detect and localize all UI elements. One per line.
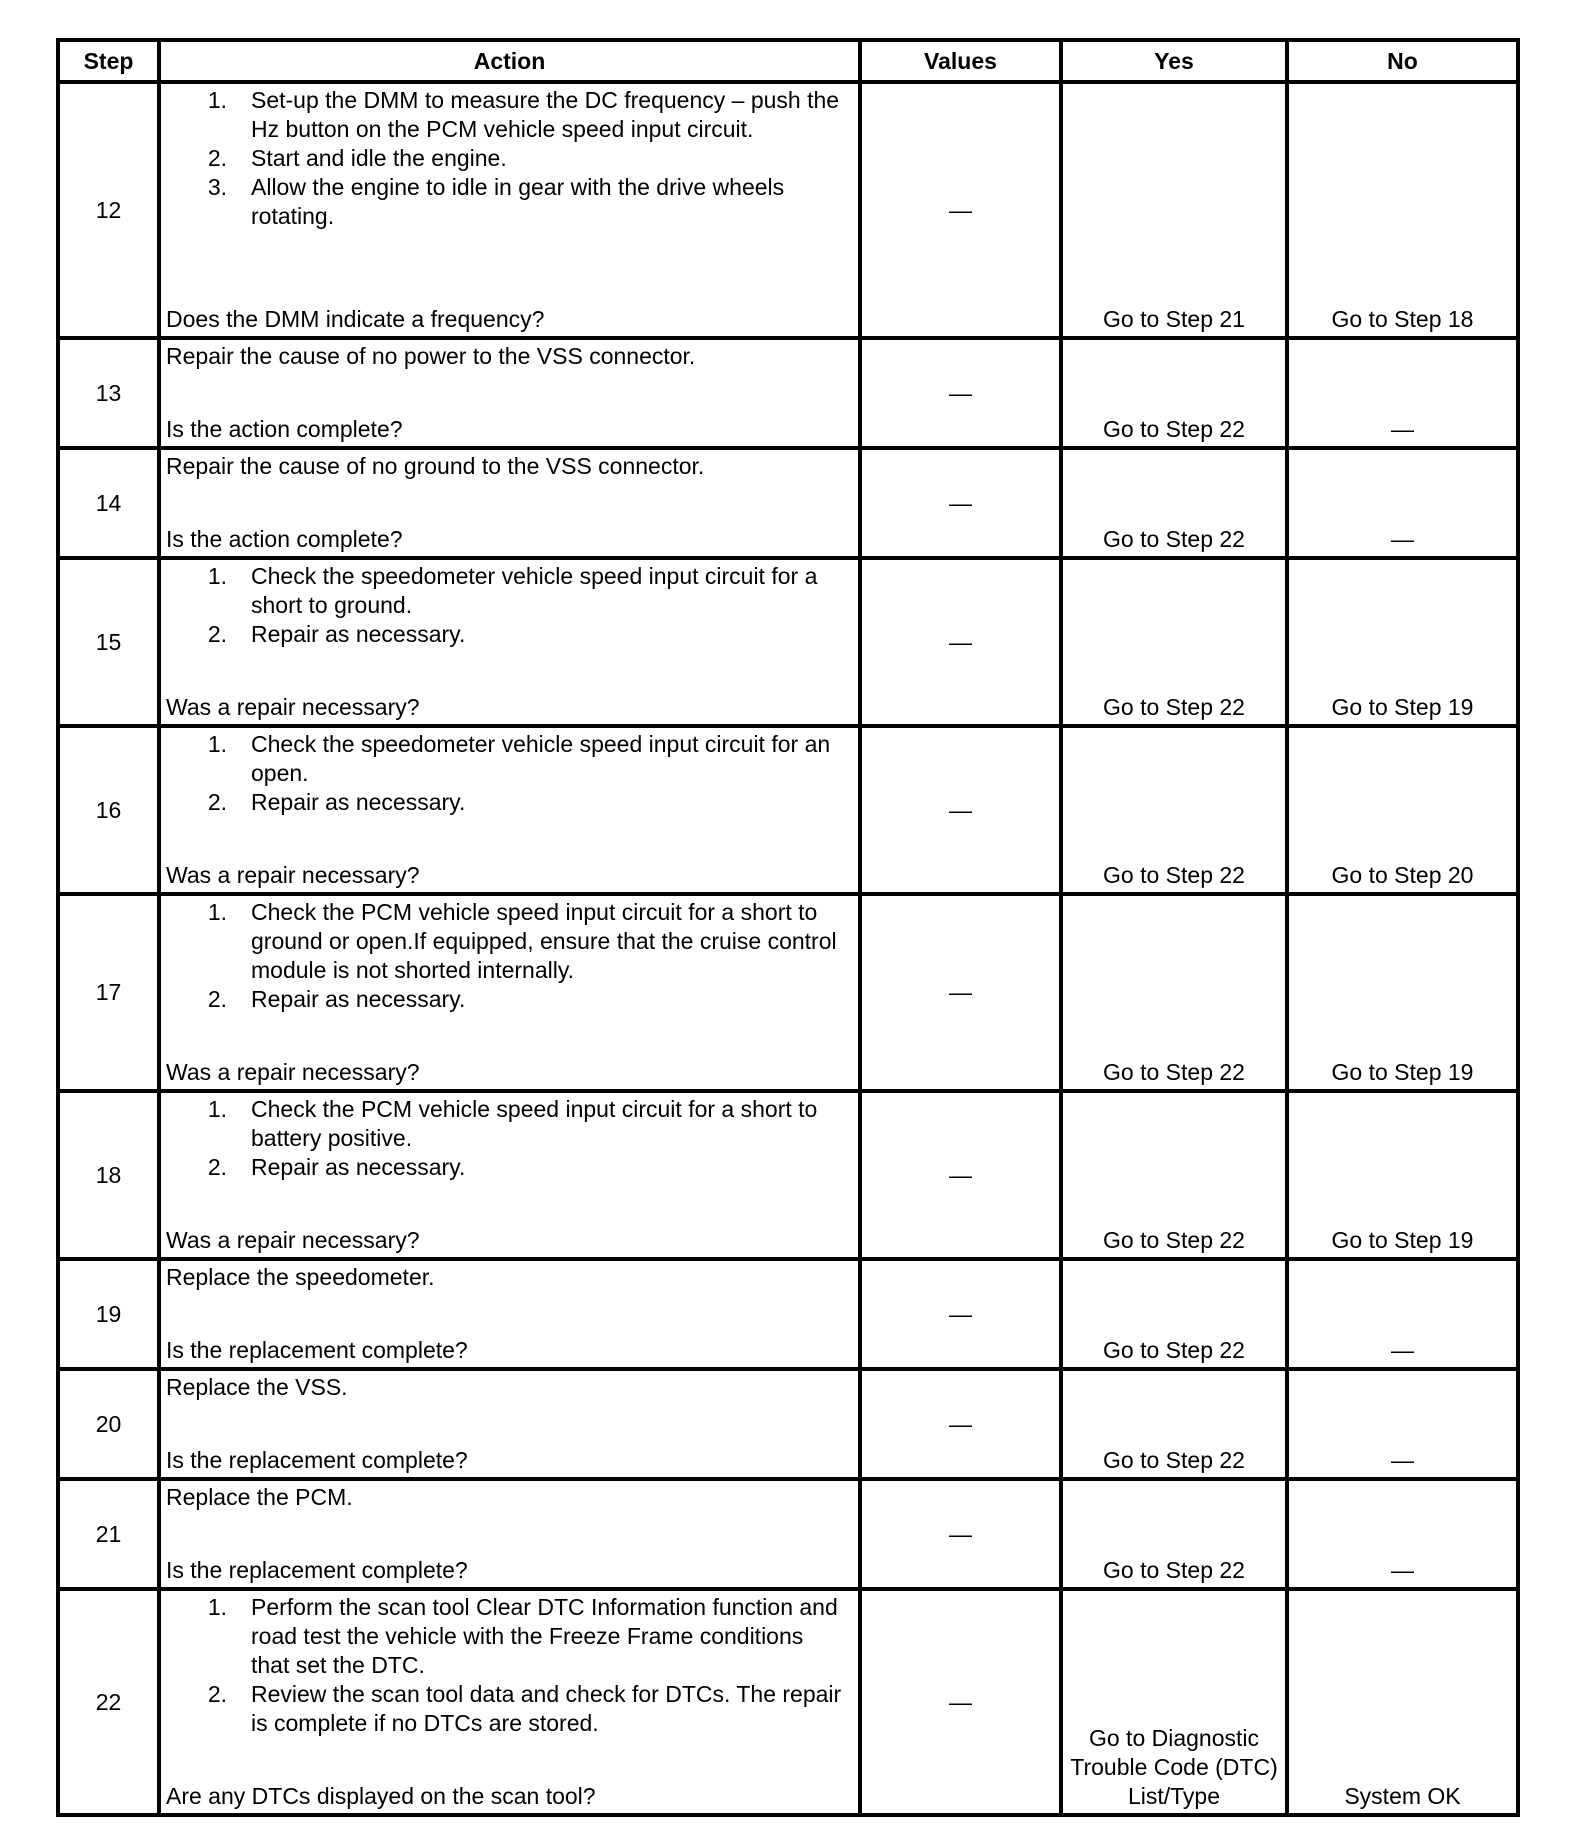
list-item-number: 2. — [207, 1681, 227, 1707]
action-instructions — [166, 730, 854, 817]
numbered-list — [166, 1095, 854, 1182]
table-row — [58, 894, 1518, 1091]
list-item — [166, 788, 854, 817]
step-number: 16 — [58, 726, 159, 894]
list-item-number: 2. — [207, 621, 227, 647]
yes-result: Go to Step 22 — [1103, 416, 1245, 442]
list-item-text: Repair as necessary. — [251, 1154, 466, 1180]
no-cell — [1287, 726, 1518, 894]
action-instructions — [166, 342, 854, 371]
list-item-number: 2. — [207, 1154, 227, 1180]
action-cell — [159, 448, 860, 558]
action-content — [161, 84, 858, 336]
action-cell — [159, 338, 860, 448]
list-item — [166, 173, 854, 231]
numbered-list — [166, 562, 854, 649]
no-cell — [1287, 1479, 1518, 1589]
action-cell — [159, 1369, 860, 1479]
list-item — [166, 144, 854, 173]
step-number: 20 — [58, 1369, 159, 1479]
no-cell — [1287, 82, 1518, 338]
list-item-text: Review the scan tool data and check for DTCs. The repair is complete if no DTCs are stored. — [251, 1681, 842, 1736]
header-yes: Yes — [1061, 40, 1287, 82]
no-result: — — [1391, 526, 1414, 552]
yes-cell — [1061, 1259, 1287, 1369]
no-result: — — [1391, 1447, 1414, 1473]
header-step: Step — [58, 40, 159, 82]
list-item-text: Start and idle the engine. — [251, 145, 507, 171]
header-values: Values — [860, 40, 1061, 82]
list-item — [166, 1153, 854, 1182]
yes-result: Go to Step 22 — [1103, 1227, 1245, 1253]
no-result: — — [1391, 1337, 1414, 1363]
list-item-number: 1. — [207, 1096, 227, 1122]
yes-result: Go to Step 22 — [1103, 862, 1245, 888]
list-item-text: Check the PCM vehicle speed input circuit for a short to battery positive. — [251, 1096, 818, 1151]
action-content — [161, 1481, 858, 1587]
table-row — [58, 338, 1518, 448]
list-item — [166, 1593, 854, 1680]
no-cell — [1287, 1589, 1518, 1815]
list-item — [166, 985, 854, 1014]
action-question: Does the DMM indicate a frequency? — [166, 306, 545, 332]
action-content — [161, 896, 858, 1089]
action-text: Replace the speedometer. — [166, 1264, 435, 1290]
list-item — [166, 898, 854, 985]
value-cell: — — [860, 726, 1061, 894]
yes-result: Go to Step 22 — [1103, 1447, 1245, 1473]
action-question: Was a repair necessary? — [166, 694, 420, 720]
list-item-text: Repair as necessary. — [251, 621, 466, 647]
step-number: 13 — [58, 338, 159, 448]
yes-cell — [1061, 1091, 1287, 1259]
action-content — [161, 1371, 858, 1477]
value-cell: — — [860, 82, 1061, 338]
yes-result: Go to Step 22 — [1103, 1059, 1245, 1085]
table-row — [58, 1369, 1518, 1479]
numbered-list — [166, 730, 854, 817]
list-item-text: Perform the scan tool Clear DTC Information function and road test the vehicle with the Freeze Frame conditions that set the DTC. — [251, 1594, 838, 1678]
action-instructions — [166, 1593, 854, 1738]
value-cell: — — [860, 894, 1061, 1091]
value-cell: — — [860, 1091, 1061, 1259]
action-question: Is the replacement complete? — [166, 1337, 468, 1363]
list-item-text: Allow the engine to idle in gear with the drive wheels rotating. — [251, 174, 785, 229]
action-cell — [159, 1259, 860, 1369]
action-content — [161, 560, 858, 724]
step-number: 21 — [58, 1479, 159, 1589]
value-cell: — — [860, 1479, 1061, 1589]
action-instructions — [166, 1373, 854, 1402]
action-question: Was a repair necessary? — [166, 1059, 420, 1085]
list-item-text: Set-up the DMM to measure the DC frequency – push the Hz button on the PCM vehicle speed input circuit. — [251, 87, 840, 142]
action-cell — [159, 1589, 860, 1815]
action-content — [161, 1591, 858, 1813]
list-item-number: 2. — [207, 789, 227, 815]
action-content — [161, 1261, 858, 1367]
action-text: Repair the cause of no power to the VSS connector. — [166, 343, 696, 369]
action-question: Is the replacement complete? — [166, 1557, 468, 1583]
step-number: 22 — [58, 1589, 159, 1815]
value-cell: — — [860, 448, 1061, 558]
value-cell: — — [860, 1589, 1061, 1815]
yes-cell — [1061, 1479, 1287, 1589]
action-cell — [159, 726, 860, 894]
list-item-number: 3. — [207, 174, 227, 200]
yes-cell — [1061, 1589, 1287, 1815]
no-cell — [1287, 894, 1518, 1091]
yes-cell — [1061, 82, 1287, 338]
table-row — [58, 558, 1518, 726]
no-cell — [1287, 1091, 1518, 1259]
list-item — [166, 1095, 854, 1153]
list-item-text: Repair as necessary. — [251, 986, 466, 1012]
no-result: Go to Step 19 — [1331, 1059, 1474, 1085]
action-question: Is the replacement complete? — [166, 1447, 468, 1473]
list-item-number: 1. — [207, 731, 227, 757]
action-question: Was a repair necessary? — [166, 862, 420, 888]
list-item-text: Check the PCM vehicle speed input circuit for a short to ground or open.If equipped, ensure that the cruise control module is not shorted internally. — [251, 899, 837, 983]
list-item-number: 1. — [207, 899, 227, 925]
step-number: 19 — [58, 1259, 159, 1369]
action-instructions — [166, 86, 854, 231]
numbered-list — [166, 1593, 854, 1738]
numbered-list — [166, 898, 854, 1014]
yes-result: Go to Step 21 — [1103, 306, 1245, 332]
step-number: 15 — [58, 558, 159, 726]
list-item-number: 2. — [207, 986, 227, 1012]
list-item — [166, 562, 854, 620]
action-content — [161, 1093, 858, 1257]
diagnostic-table — [56, 38, 1520, 1817]
action-question: Was a repair necessary? — [166, 1227, 420, 1253]
list-item-text: Check the speedometer vehicle speed input circuit for a short to ground. — [251, 563, 818, 618]
yes-cell — [1061, 448, 1287, 558]
header-no: No — [1287, 40, 1518, 82]
table-row — [58, 1479, 1518, 1589]
action-instructions — [166, 1483, 854, 1512]
yes-cell — [1061, 726, 1287, 894]
list-item-text: Check the speedometer vehicle speed input circuit for an open. — [251, 731, 831, 786]
header-row — [58, 40, 1518, 82]
action-cell — [159, 82, 860, 338]
table-row — [58, 1589, 1518, 1815]
table-row — [58, 726, 1518, 894]
yes-result: Go to Step 22 — [1103, 1337, 1245, 1363]
table-row — [58, 82, 1518, 338]
yes-cell — [1061, 894, 1287, 1091]
yes-cell — [1061, 558, 1287, 726]
no-result: Go to Step 20 — [1331, 862, 1474, 888]
yes-cell — [1061, 338, 1287, 448]
action-text: Repair the cause of no ground to the VSS connector. — [166, 453, 705, 479]
action-content — [161, 450, 858, 556]
no-result: System OK — [1344, 1783, 1461, 1809]
step-number: 14 — [58, 448, 159, 558]
action-instructions — [166, 1095, 854, 1182]
no-result: — — [1391, 1557, 1414, 1583]
no-cell — [1287, 558, 1518, 726]
yes-cell — [1061, 1369, 1287, 1479]
list-item-number: 1. — [207, 87, 227, 113]
action-question: Are any DTCs displayed on the scan tool? — [166, 1783, 596, 1809]
action-content — [161, 728, 858, 892]
no-cell — [1287, 1259, 1518, 1369]
list-item — [166, 620, 854, 649]
table-row — [58, 1259, 1518, 1369]
value-cell: — — [860, 1259, 1061, 1369]
list-item-number: 1. — [207, 563, 227, 589]
no-result: — — [1391, 416, 1414, 442]
value-cell: — — [860, 558, 1061, 726]
action-cell — [159, 894, 860, 1091]
step-number: 18 — [58, 1091, 159, 1259]
no-result: Go to Step 19 — [1331, 1227, 1474, 1253]
list-item — [166, 86, 854, 144]
yes-result: Go to Step 22 — [1103, 694, 1245, 720]
numbered-list — [166, 86, 854, 231]
table-row — [58, 1091, 1518, 1259]
action-question: Is the action complete? — [166, 416, 403, 442]
action-instructions — [166, 898, 854, 1014]
list-item-number: 2. — [207, 145, 227, 171]
table-body — [58, 82, 1518, 1815]
action-text: Replace the PCM. — [166, 1484, 353, 1510]
list-item-number: 1. — [207, 1594, 227, 1620]
action-text: Replace the VSS. — [166, 1374, 348, 1400]
action-cell — [159, 1479, 860, 1589]
table-row — [58, 448, 1518, 558]
yes-result: Go to Diagnostic Trouble Code (DTC) List/Type — [1070, 1725, 1278, 1809]
step-number: 12 — [58, 82, 159, 338]
action-cell — [159, 1091, 860, 1259]
action-instructions — [166, 562, 854, 649]
yes-result: Go to Step 22 — [1103, 1557, 1245, 1583]
list-item-text: Repair as necessary. — [251, 789, 466, 815]
no-cell — [1287, 1369, 1518, 1479]
value-cell: — — [860, 338, 1061, 448]
list-item — [166, 1680, 854, 1738]
header-action: Action — [159, 40, 860, 82]
no-result: Go to Step 19 — [1331, 694, 1474, 720]
list-item — [166, 730, 854, 788]
value-cell: — — [860, 1369, 1061, 1479]
action-content — [161, 340, 858, 446]
no-cell — [1287, 338, 1518, 448]
yes-result: Go to Step 22 — [1103, 526, 1245, 552]
no-result: Go to Step 18 — [1331, 306, 1474, 332]
action-instructions — [166, 452, 854, 481]
action-question: Is the action complete? — [166, 526, 403, 552]
step-number: 17 — [58, 894, 159, 1091]
action-cell — [159, 558, 860, 726]
no-cell — [1287, 448, 1518, 558]
action-instructions — [166, 1263, 854, 1292]
